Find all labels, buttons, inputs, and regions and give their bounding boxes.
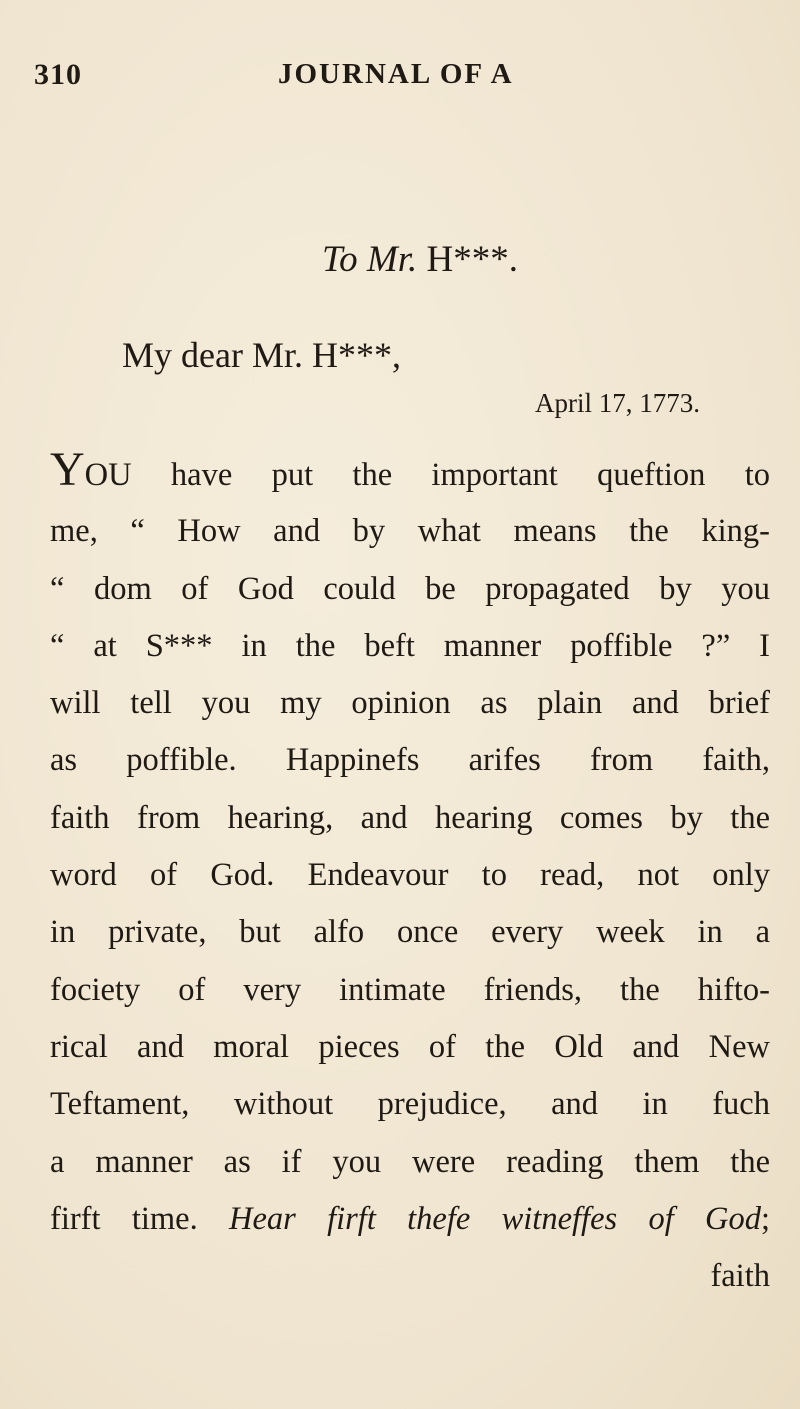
letter-address [0, 238, 800, 281]
letter-body [50, 443, 771, 1305]
running-title: JOURNAL OF A [278, 58, 514, 90]
body-line: in private, but alfo once every week in a [50, 914, 770, 951]
body-line: Teftament, without prejudice, and in fuch [50, 1086, 770, 1123]
body-line: word of God. Endeavour to read, not only [50, 857, 770, 894]
running-head [34, 58, 734, 98]
address-prefix: To Mr. [321, 239, 418, 280]
catchword: faith [710, 1258, 770, 1295]
drop-letter: Y [50, 443, 85, 496]
body-line: rical and moral pieces of the Old and New [50, 1028, 770, 1065]
italic-phrase: Hear firft thefe witneffes of God [229, 1200, 761, 1237]
body-line: fociety of very intimate friends, the hifto- [50, 971, 770, 1008]
body-line: faith from hearing, and hearing comes by the [50, 799, 770, 836]
body-line: me, “ How and by what means the king- [50, 513, 770, 550]
body-line: “ at S*** in the beft manner poffible ?” I [50, 627, 770, 664]
letter-greeting: My dear Mr. H***, [122, 335, 401, 375]
body-line: “ dom of God could be propagated by you [50, 570, 770, 607]
letter-date: April 17, 1773. [535, 388, 700, 418]
body-line: a manner as if you were reading them the [50, 1143, 770, 1180]
body-line: YOU have put the important queftion to [50, 443, 770, 496]
body-line: firft time. Hear firft thefe witneffes of God; [50, 1200, 771, 1237]
page-number: 310 [34, 58, 82, 91]
body-line: as poffible. Happinefs arifes from faith, [50, 742, 770, 779]
body-line: will tell you my opinion as plain and brief [50, 685, 770, 722]
address-name: H***. [426, 239, 519, 280]
